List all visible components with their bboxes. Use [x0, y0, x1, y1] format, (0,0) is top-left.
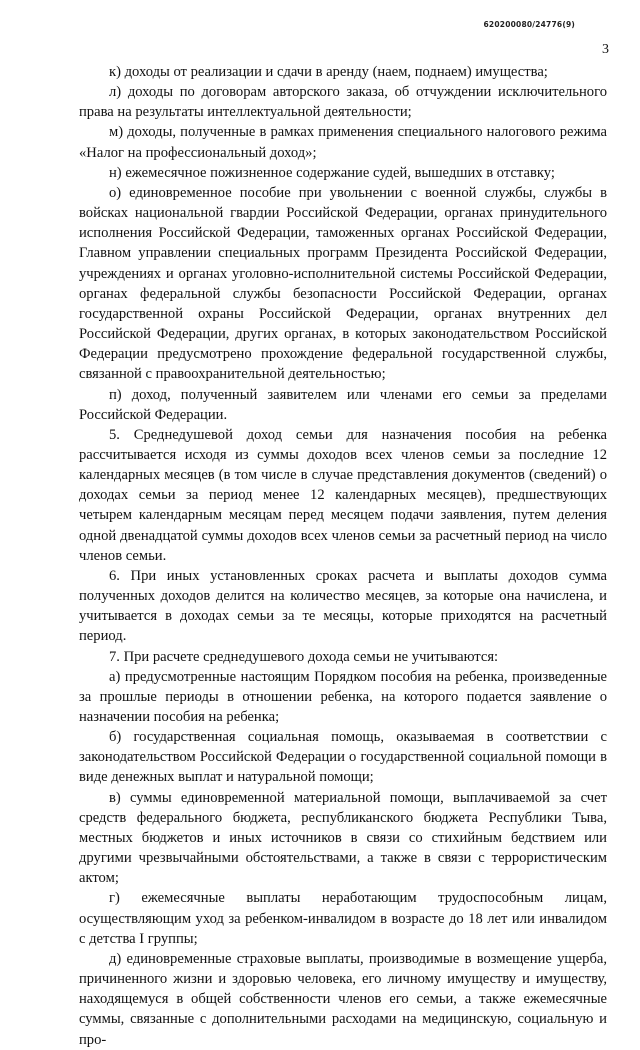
paragraph-o: о) единовременное пособие при увольнении с военной службы, службы в войсках национальной гвардии Российской Федерации, органах принудительного исполнения Российской Федерации, таможенных органах Российской Федерации, Главном управлении специальных программ Президента Российской Федерации, учреждениях и органах уголовно-исполнительной системы Российской Федерации, органах федеральной службы безопасности Российской Федерации, органах государственной охраны Российской Федерации, органах внутренних дел Российской Федерации, других органах, в которых законодательством Российской Федерации предусмотрено прохождение федеральной государственной службы, связанной с правоохранительной деятельностью;	[79, 184, 607, 383]
paragraph-7g: г) ежемесячные выплаты неработающим трудоспособным лицам, осуществляющим уход за ребенком-инвалидом в возрасте до 18 лет или инвалидом с детства I группы;	[79, 890, 607, 947]
paragraph-7d: д) единовременные страховые выплаты, производимые в возмещение ущерба, причиненного жизни и здоровью человека, его личному имуществу и имуществу, находящемуся в общей собственности членов его семьи, а также ежемесячные суммы, связанные с дополнительными расходами на медицинскую, социальную и про-	[79, 950, 607, 1048]
page-number: 3	[602, 42, 609, 57]
paragraph-l: л) доходы по договорам авторского заказа, об отчуждении исключительного права на результаты интеллектуальной деятельности;	[79, 84, 607, 121]
paragraph-7: 7. При расчете среднедушевого дохода семьи не учитываются:	[109, 648, 499, 665]
document-body	[79, 62, 607, 1050]
paragraph-5: 5. Среднедушевой доход семьи для назначения пособия на ребенка рассчитывается исходя из суммы доходов всех членов семьи за последние 12 календарных месяцев (в том числе в случае представления документов (сведений) о доходах семьи за период менее 12 календарных месяцев), предшествующих четырем календарным месяцам перед месяцем подачи заявления, путем деления одной двенадцатой суммы доходов всех членов семьи за расчетный период на число членов семьи.	[79, 426, 607, 564]
paragraph-7v: в) суммы единовременной материальной помощи, выплачиваемой за счет средств федерального бюджета, республиканского бюджета Республики Тыва, местных бюджетов и иных источников в связи со стихийным бедствием или другими чрезвычайными обстоятельствами, а также в связи с террористическим актом;	[79, 789, 607, 887]
document-registration-code: 620200080/24776(9)	[483, 20, 575, 29]
paragraph-k: к) доходы от реализации и сдачи в аренду (наем, поднаем) имущества;	[109, 64, 548, 80]
paragraph-p: п) доход, полученный заявителем или членами его семьи за пределами Российской Федерации.	[79, 386, 607, 423]
paragraph-m: м) доходы, полученные в рамках применения специального налогового режима «Налог на профессиональный доход»;	[79, 124, 607, 161]
paragraph-n: н) ежемесячное пожизненное содержание судей, вышедших в отставку;	[109, 164, 555, 181]
paragraph-7a: а) предусмотренные настоящим Порядком пособия на ребенка, произведенные за прошлые периоды в отношении ребенка, на которого подается заявление о назначении пособия на ребенка;	[79, 668, 607, 725]
paragraph-6: 6. При иных установленных сроках расчета и выплаты доходов сумма полученных доходов делится на количество месяцев, за которые она начислена, и учитывается в доходах семьи за те месяцы, которые приходятся на расчетный период.	[79, 567, 607, 645]
paragraph-7b: б) государственная социальная помощь, оказываемая в соответствии с законодательством Российской Федерации о государственной социальной помощи в виде денежных выплат и натуральной помощи;	[79, 729, 607, 786]
